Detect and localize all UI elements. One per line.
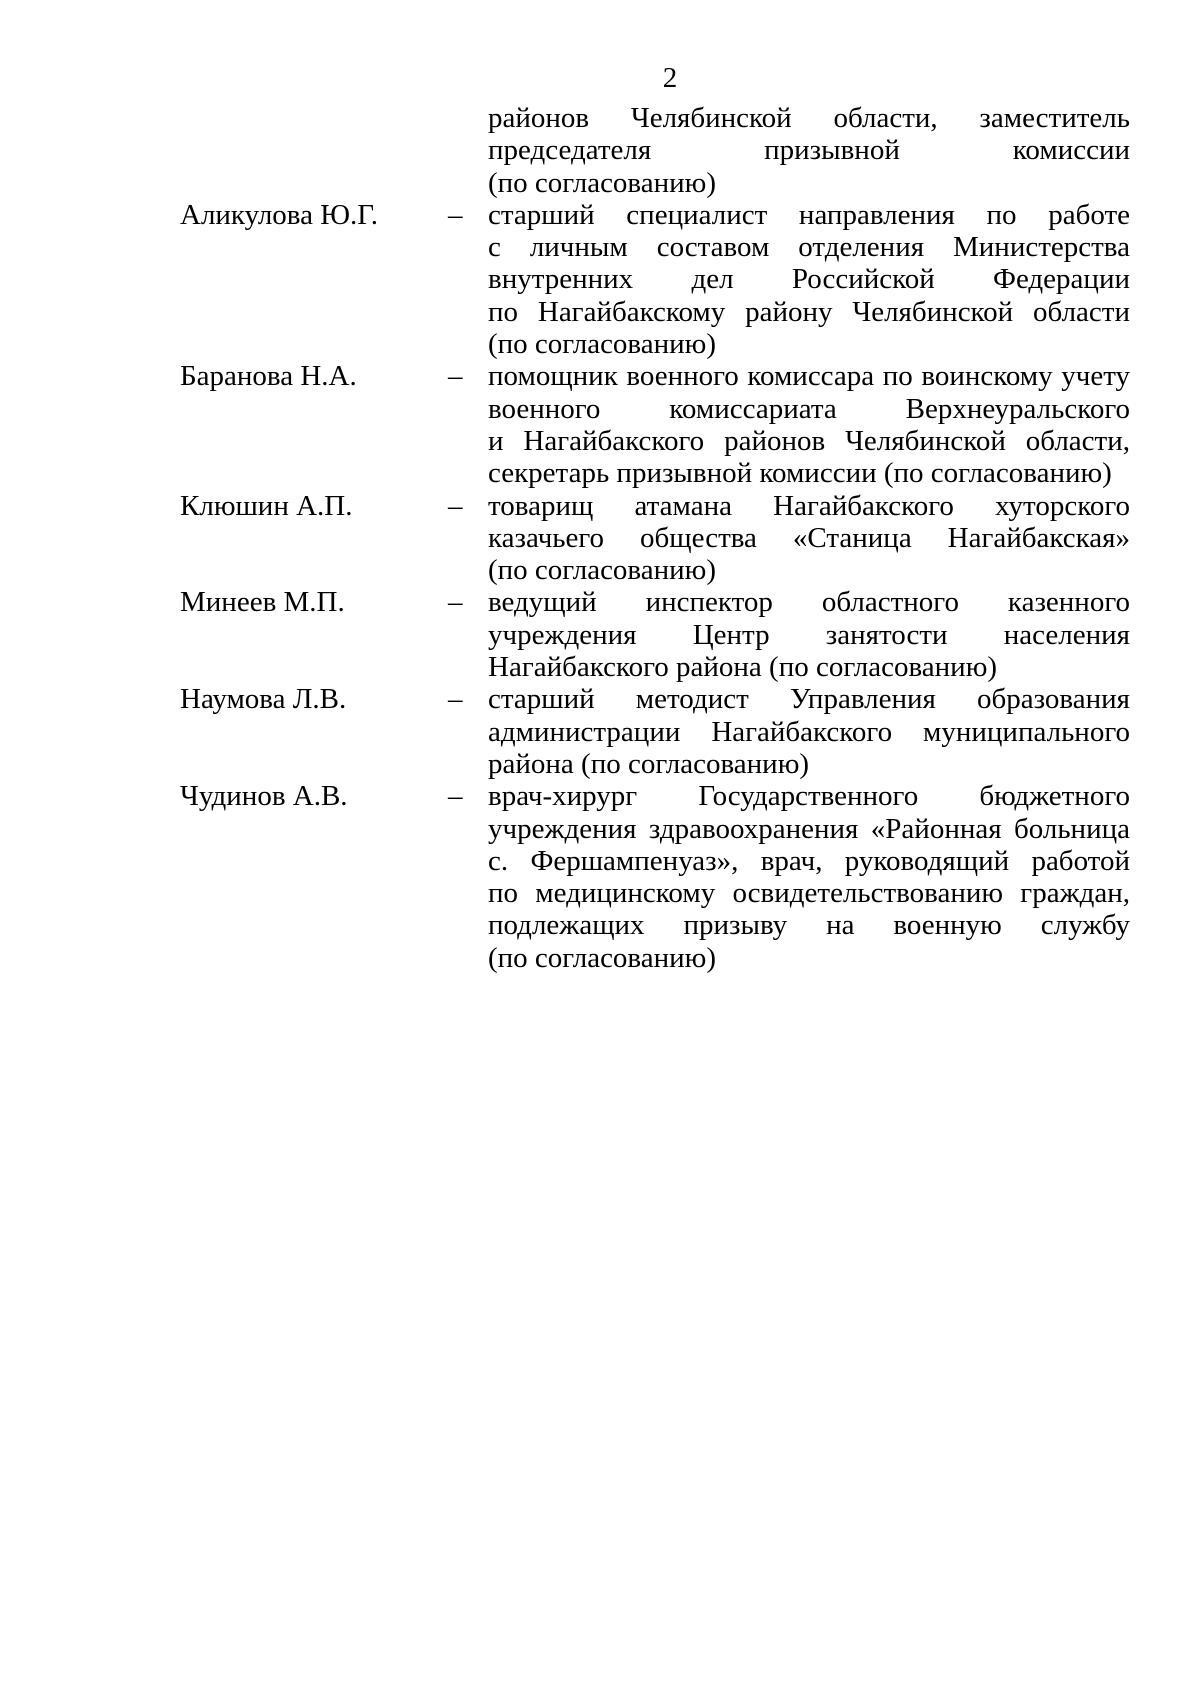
description-line: районов Челябинской области, заместитель bbox=[488, 102, 1130, 134]
description-line: учреждения Центр занятости населения bbox=[488, 618, 1130, 651]
member-name: Клюшин А.П. bbox=[180, 489, 353, 522]
continuation-entry bbox=[0, 102, 1200, 199]
member-description bbox=[488, 683, 1130, 780]
description-line: врач-хирург Государственного бюджетного bbox=[488, 780, 1130, 813]
description-line: по медицинскому освидетельствованию граждан, bbox=[488, 877, 1130, 910]
description-line: казачьего общества «Станица Нагайбакская» bbox=[488, 521, 1130, 554]
dash-separator: – bbox=[448, 360, 463, 393]
description-line: с личным составом отделения Министерства bbox=[488, 231, 1130, 264]
member-name: Наумова Л.В. bbox=[180, 683, 347, 716]
description-line: председателя призывной комиссии bbox=[488, 134, 1130, 167]
description-line: (по согласованию) bbox=[488, 554, 716, 587]
description-line: подлежащих призыву на военную службу bbox=[488, 909, 1130, 942]
member-description bbox=[488, 199, 1130, 360]
description-line: старший методист Управления образования bbox=[488, 683, 1130, 716]
dash-separator: – bbox=[448, 586, 463, 619]
description-line: товарищ атамана Нагайбакского хуторского bbox=[488, 489, 1130, 522]
member-description bbox=[488, 490, 1130, 587]
description-line: военного комиссариата Верхнеуральского bbox=[488, 392, 1130, 425]
dash-separator: – bbox=[448, 489, 463, 522]
member-entry bbox=[0, 490, 1200, 587]
description-line: (по согласованию) bbox=[488, 328, 716, 361]
description-line: помощник военного комиссара по воинскому учету bbox=[488, 360, 1130, 393]
description-line: и Нагайбакского районов Челябинской области, bbox=[488, 424, 1130, 457]
member-name: Баранова Н.А. bbox=[180, 360, 357, 393]
member-description bbox=[488, 586, 1130, 683]
member-entry bbox=[0, 199, 1200, 360]
description-line: района (по согласованию) bbox=[488, 747, 810, 780]
dash-separator: – bbox=[448, 683, 463, 716]
description-line: ведущий инспектор областного казенного bbox=[488, 586, 1130, 619]
description-line: учреждения здравоохранения «Районная больница bbox=[488, 812, 1130, 845]
member-name: Аликулова Ю.Г. bbox=[180, 198, 379, 231]
description-line: секретарь призывной комиссии (по согласованию) bbox=[488, 457, 1112, 490]
member-entry bbox=[0, 780, 1200, 974]
description-line: (по согласованию) bbox=[488, 941, 716, 974]
page-number: 2 bbox=[662, 62, 678, 94]
member-entry bbox=[0, 586, 1200, 683]
description-line: внутренних дел Российской Федерации bbox=[488, 263, 1130, 296]
member-entry bbox=[0, 360, 1200, 489]
member-description bbox=[488, 780, 1130, 974]
member-entry bbox=[0, 683, 1200, 780]
description-line: администрации Нагайбакского муниципального bbox=[488, 715, 1130, 748]
member-name: Чудинов А.В. bbox=[180, 780, 348, 813]
continuation-description bbox=[488, 102, 1130, 199]
description-line: с. Фершампенуаз», врач, руководящий работой bbox=[488, 844, 1130, 877]
description-line: Нагайбакского района (по согласованию) bbox=[488, 651, 998, 684]
description-line: старший специалист направления по работе bbox=[488, 198, 1130, 231]
description-line: по Нагайбакскому району Челябинской области bbox=[488, 295, 1130, 328]
member-description bbox=[488, 360, 1130, 489]
member-name: Минеев М.П. bbox=[180, 586, 345, 619]
commission-member-list bbox=[0, 102, 1200, 974]
dash-separator: – bbox=[448, 780, 463, 813]
description-line: (по согласованию) bbox=[488, 166, 716, 199]
dash-separator: – bbox=[448, 198, 463, 231]
